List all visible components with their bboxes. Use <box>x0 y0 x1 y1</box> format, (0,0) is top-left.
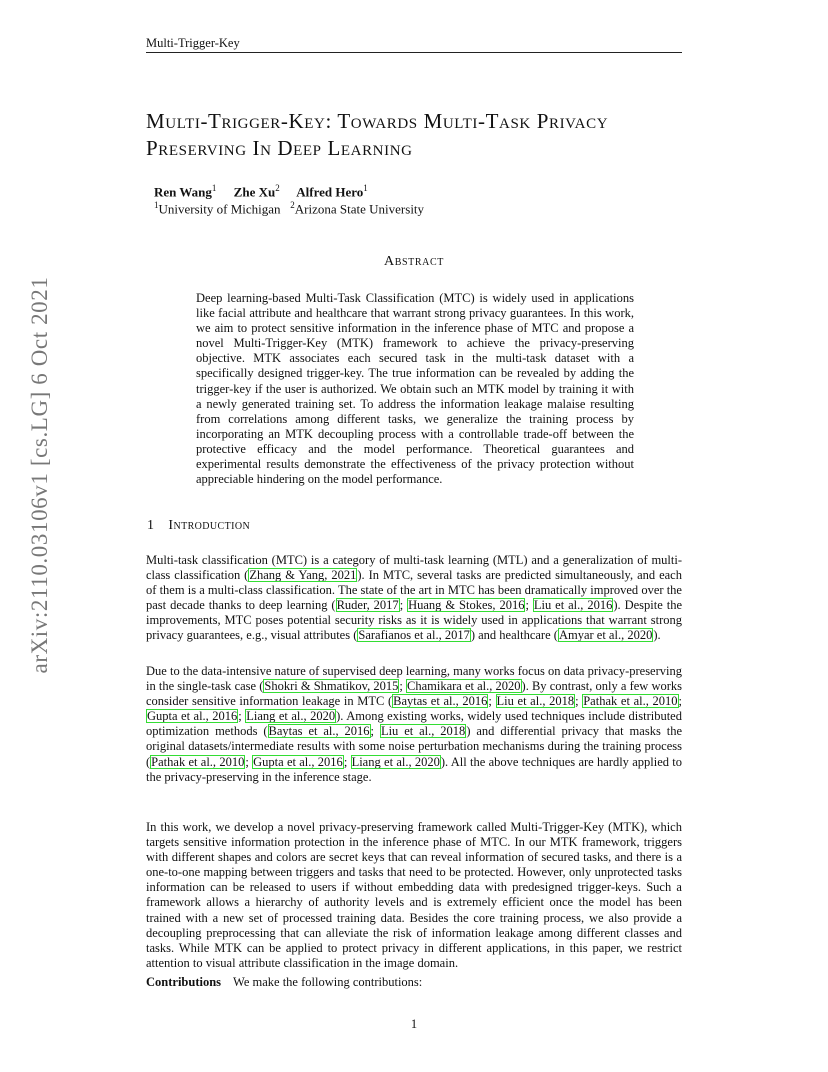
affiliation-list <box>154 200 424 217</box>
paragraph-text: ; <box>678 694 682 709</box>
author-name: Alfred Hero <box>296 184 364 200</box>
abstract-heading: Abstract <box>384 254 444 269</box>
citation-link[interactable]: Sarafianos et al., 2017 <box>358 628 470 643</box>
paragraph-text: ; <box>525 598 533 613</box>
paragraph-text: ) and differential privacy that masks the original datasets/intermediate results with some noise perturbation mechanisms during the training process ( <box>146 724 682 769</box>
intro-paragraph-1 <box>146 553 682 644</box>
paper-title: Multi-Trigger-Key: Towards Multi-Task Privacy Preserving In Deep Learning <box>146 109 609 160</box>
header-rule <box>146 52 682 53</box>
citation-link[interactable]: Liang et al., 2020 <box>246 709 336 724</box>
abstract-text: Deep learning-based Multi-Task Classification (MTC) is widely used in applications like facial attribute and healthcare that warrant strong privacy guarantees. In this work, we aim to protect sensitive information in the inference phase of MTC and propose a novel Multi-Trigger-Key (MTK) framework to achieve the privacy-preserving objective. MTK associates each secured task in the multi-task dataset with a specifically designed trigger-key. The true information can be revealed by adding the trigger-key if the user is authorized. We obtain such an MTK model by training it with a newly generated training set. To address the information leakage malaise resulting from correlations among different tasks, we generalize the training process by incorporating an MTK decoupling process with a controllable trade-off between the protective efficacy and the model performance. Theoretical guarantees and experimental results demonstrate the effectiveness of the privacy protection without appreciable hindering on the model performance. <box>196 291 634 487</box>
citation-link[interactable]: Ruder, 2017 <box>336 598 399 613</box>
author-name: Zhe Xu <box>233 184 276 200</box>
paragraph-text: ; <box>245 754 253 769</box>
affiliation-name: University of Michigan <box>158 201 281 217</box>
citation-link[interactable]: Gupta et al., 2016 <box>253 754 343 769</box>
citation-link[interactable]: Liu et al., 2016 <box>533 598 613 613</box>
citation-link[interactable]: Shokri & Shmatikov, 2015 <box>264 679 399 694</box>
affiliation-mark: 1 <box>154 200 159 210</box>
paragraph-text: ; <box>343 754 351 769</box>
citation-link[interactable]: Baytas et al., 2016 <box>268 724 370 739</box>
affiliation-mark: 1 <box>363 183 368 193</box>
affiliation-name: Arizona State University <box>294 201 425 217</box>
section-heading <box>147 518 250 534</box>
contributions-text: We make the following contributions: <box>233 975 423 989</box>
citation-link[interactable]: Gupta et al., 2016 <box>147 709 238 724</box>
affiliation-mark: 2 <box>275 183 280 193</box>
paragraph-text: ; <box>370 724 380 739</box>
paragraph-text: ). Among existing works, widely used techniques include distributed optimization methods ( <box>146 709 682 739</box>
citation-link[interactable]: Liang et al., 2020 <box>351 754 440 769</box>
paragraph-text: ). <box>653 628 661 643</box>
citation-link[interactable]: Liu et al., 2018 <box>496 694 575 709</box>
citation-link[interactable]: Huang & Stokes, 2016 <box>408 598 525 613</box>
contributions-line <box>146 975 422 990</box>
affiliation-mark: 2 <box>290 200 295 210</box>
paragraph-text: ; <box>238 709 246 724</box>
citation-link[interactable]: Amyar et al., 2020 <box>558 628 653 643</box>
author-list <box>154 183 368 200</box>
paragraph-text: ; <box>488 694 496 709</box>
citation-link[interactable]: Chamikara et al., 2020 <box>406 679 521 694</box>
affiliation-mark: 1 <box>211 183 217 193</box>
paragraph-text: ). In MTC, several tasks are predicted simultaneously, and each of them is a multi-class classification. The state of the art in MTC has been dramatically improved over the past decade thanks to deep learning ( <box>146 568 682 613</box>
paragraph-text: ). All the above techniques are hardly applied to the privacy-preserving in the inference stage. <box>146 754 683 784</box>
citation-link[interactable]: Baytas et al., 2016 <box>393 694 488 709</box>
paragraph-text: Multi-task classification (MTC) is a category of multi-task learning (MTL) and a generalization of multi-class classification ( <box>146 553 682 583</box>
paragraph-text: ). By contrast, only a few works consider sensitive information leakage in MTC ( <box>146 679 683 709</box>
arxiv-identifier-stamp: arXiv:2110.03106v1 [cs.LG] 6 Oct 2021 <box>27 276 52 674</box>
running-header: Multi-Trigger-Key <box>146 36 240 50</box>
paragraph-text: ; <box>575 694 583 709</box>
citation-link[interactable]: Pathak et al., 2010 <box>583 694 678 709</box>
citation-link[interactable]: Liu et al., 2018 <box>380 724 466 739</box>
contributions-label: Contributions <box>146 975 222 989</box>
intro-paragraph-2 <box>146 664 682 785</box>
citation-link[interactable]: Zhang & Yang, 2021 <box>249 568 357 583</box>
page-number: 1 <box>410 1017 418 1031</box>
intro-paragraph-3: In this work, we develop a novel privacy-preserving framework called Multi-Trigger-Key (MTK), which targets sensitive information protection in the inference phase of MTC. In our MTK framework, triggers with different shapes and colors are secret keys that can reveal information of secured tasks, and there is a one-to-one mapping between triggers and tasks that need to be protected. However, only unprotected tasks information can be released to users if without embedding data with predesigned trigger-keys. Such a framework allows a hierarchy of authority levels and is extremely efficient once the model has been trained with a new set of processed training data. Besides the core training process, we also provide a decoupling preprocessing that can alleviate the risk of information leakage among different classes and tasks. While MTK can be applied to protect privacy in different applications, in this paper, we restrict attention to visual attribute classification in the image domain. <box>146 820 682 970</box>
paragraph-text: ). Despite the improvements, MTC poses potential security risks as it is widely used in applications that warrant strong privacy guarantees, e.g., visual attributes ( <box>146 598 682 643</box>
paragraph-text: ) and healthcare ( <box>470 628 558 643</box>
section-number: 1 <box>147 518 155 533</box>
citation-link[interactable]: Pathak et al., 2010 <box>151 754 245 769</box>
paragraph-text: ; <box>399 679 406 694</box>
section-title: Introduction <box>168 518 251 533</box>
paragraph-text: Due to the data-intensive nature of supervised deep learning, many works focus on data privacy-preserving in the single-task case ( <box>146 664 682 694</box>
author-name: Ren Wang <box>154 184 212 200</box>
paragraph-text: ; <box>399 598 408 613</box>
